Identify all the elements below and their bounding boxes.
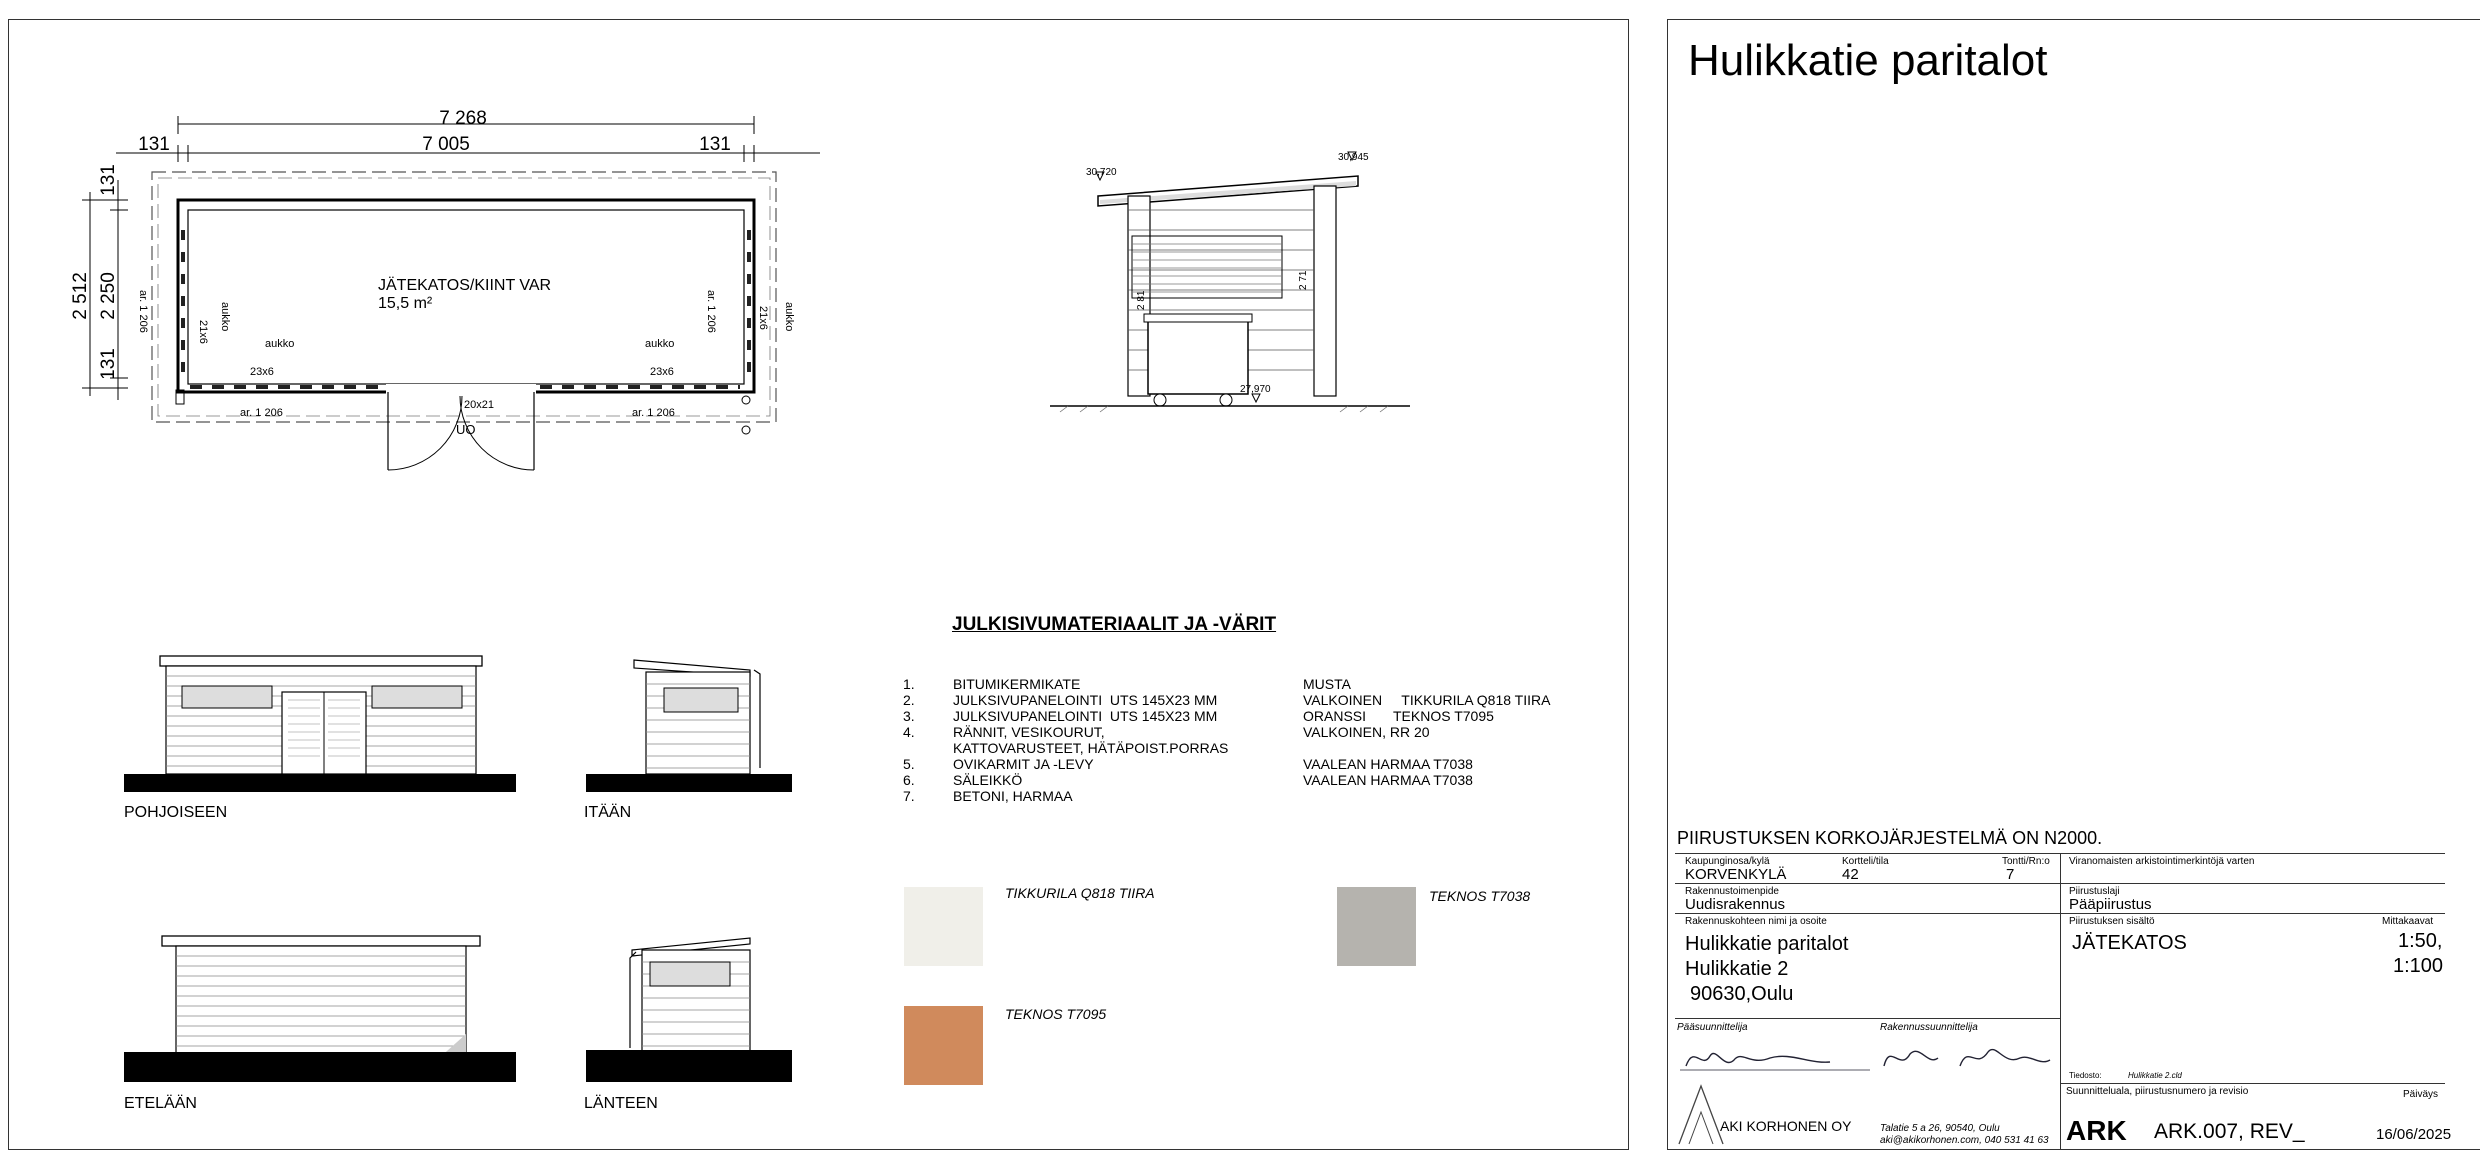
firm-logo [1675,1082,1735,1148]
material-color: ORANSSI TEKNOS T7095 [1303,708,1494,724]
slat-label-bottom-left: 23x6 [250,366,274,378]
room-name: JÄTEKATOS/KIINT VAR [378,277,552,294]
dim-height-inner: 2 250 [98,272,119,320]
date-value: 16/06/2025 [2376,1126,2452,1143]
material-num: 7. [903,788,915,804]
material-num: 5. [903,756,915,772]
elevation-west [584,930,794,1085]
site-label: Rakennuskohteen nimi ja osoite [1685,916,1827,927]
elevation-east [584,650,794,795]
scale-2: 1:100 [2393,955,2444,977]
lead-designer-label: Pääsuunnittelija [1677,1022,1748,1033]
site-street: Hulikkatie 2 [1685,958,1789,980]
structural-designer-label: Rakennussuunnittelija [1880,1022,1978,1033]
block-label: Kortteli/tila [1842,856,1889,867]
height-a: 2 71 [1298,270,1309,290]
room-area: 15,5 m² [378,295,433,312]
title-block-frame [1667,19,2480,1150]
material-color: VALKOINEN TIKKURILA Q818 TIIRA [1303,692,1551,708]
elevation-label-east: ITÄÄN [584,804,632,821]
signature-structural-designer [1880,1036,2060,1076]
authority-label: Viranomaisten arkistointimerkintöjä varten [2069,856,2255,867]
cc-label-bottom-left: ar. 1 206 [240,407,283,419]
elevation-label-west: LÄNTEEN [584,1095,658,1112]
swatch-label: TEKNOS T7038 [1429,888,1531,904]
material-num: 4. [903,724,915,740]
slat-label-left: 21x6 [197,320,209,344]
material-color: VAALEAN HARMAA T7038 [1303,756,1473,772]
opening-label-bottom-left: aukko [265,338,295,350]
date-label: Päiväys [2403,1089,2439,1100]
material-item: RÄNNIT, VESIKOURUT, KATTOVARUSTEET, HÄTÄPOIST.PORRAS [953,724,1229,756]
content-label: Piirustuksen sisältö [2069,916,2155,927]
dim-right-edge: 131 [699,134,731,155]
plot-value: 7 [2006,866,2015,883]
level-floor: 27,970 [1240,384,1271,395]
scales-label: Mittakaavat [2382,916,2434,927]
district-label: Kaupunginosa/kylä [1685,856,1770,867]
opening-label-bottom-right: aukko [645,338,675,350]
material-num: 2. [903,692,915,708]
drawing-type-value: Pääpiirustus [2069,896,2152,913]
door-size-label: 20x21 [464,399,494,411]
material-num: 3. [903,708,915,724]
firm-name: AKI KORHONEN OY [1720,1118,1852,1134]
slat-label-bottom-right: 23x6 [650,366,674,378]
block-value: 42 [1842,866,1859,883]
swatch-label: TEKNOS T7095 [1005,1006,1107,1022]
dim-inner: 7 005 [422,134,470,155]
materials-heading: JULKISIVUMATERIAALIT JA -VÄRIT [952,614,1277,635]
dim-height-bottom: 131 [98,348,119,380]
district-value: KORVENKYLÄ [1685,866,1787,883]
cc-label-bottom-right: ar. 1 206 [632,407,675,419]
dim-height-total: 2 512 [70,272,91,320]
material-num: 6. [903,772,915,788]
elevation-south [122,930,522,1085]
material-item: BITUMIKERMIKATE [953,676,1081,692]
dim-height-top: 131 [98,164,119,196]
height-system-note: PIIRUSTUKSEN KORKOJÄRJESTELMÄ ON N2000. [1677,828,2103,848]
content-value: JÄTEKATOS [2072,932,2187,954]
measure-value: Uudisrakennus [1685,896,1786,913]
material-color: VALKOINEN, RR 20 [1303,724,1430,740]
signature-lead-designer [1680,1036,1880,1076]
elevation-label-north: POHJOISEEN [124,804,228,821]
project-title: Hulikkatie paritalot [1688,36,2048,85]
discipline-code: ARK [2066,1115,2127,1146]
sheet-label: Suunnitteluala, piirustusnumero ja revisio [2066,1086,2249,1097]
tb-divider [2060,853,2061,1150]
swatch-label: TIKKURILA Q818 TIIRA [1005,885,1155,901]
tb-rule [2060,1083,2445,1084]
sheet-number: ARK.007, REV_ [2154,1120,2305,1143]
measure-label: Rakennustoimenpide [1685,886,1779,897]
elevation-label-south: ETELÄÄN [124,1095,197,1112]
file-value: Hulikkatie 2.cld [2128,1071,2182,1080]
slat-label-right: 21x6 [757,306,769,330]
site-name: Hulikkatie paritalot [1685,933,1849,955]
opening-label-left: aukko [219,302,231,332]
dim-left-edge: 131 [138,134,170,155]
material-color: VAALEAN HARMAA T7038 [1303,772,1473,788]
tb-rule [1675,1018,2060,1019]
dim-total: 7 268 [439,108,487,129]
level-right: 30,945 [1338,152,1369,163]
drawing-type-label: Piirustuslaji [2069,886,2120,897]
cc-label-left: ar. 1 206 [137,290,149,333]
door-tag-label: UO [456,422,476,437]
section-drawing [1040,140,1420,440]
height-b: 2 81 [1136,290,1147,310]
site-city: 90630,Oulu [1690,983,1794,1005]
elevation-north [122,650,522,795]
material-item: SÄLEIKKÖ [953,772,1023,788]
scale-1: 1:50, [2398,930,2443,952]
opening-label-right: aukko [783,302,795,332]
cc-label-right: ar. 1 206 [705,290,717,333]
material-item: JULKSIVUPANELOINTI UTS 145X23 MM [953,692,1218,708]
firm-address: Talatie 5 a 26, 90540, Oulu [1880,1123,2000,1134]
material-item: JULKSIVUPANELOINTI UTS 145X23 MM [953,708,1218,724]
swatch-teknos-t7095 [904,1006,983,1085]
material-item: OVIKARMIT JA -LEVY [953,756,1094,772]
material-num: 1. [903,676,915,692]
firm-contact: aki@akikorhonen.com, 040 531 41 63 [1880,1135,2049,1146]
file-label: Tiedosto: [2069,1071,2102,1080]
swatch-teknos-t7038 [1337,887,1416,966]
material-color: MUSTA [1303,676,1351,692]
material-item: BETONI, HARMAA [953,788,1073,804]
swatch-tikkurila-q818 [904,887,983,966]
floor-plan [60,100,820,480]
plot-label: Tontti/Rn:o [2002,856,2050,867]
level-left: 30,720 [1086,167,1117,178]
